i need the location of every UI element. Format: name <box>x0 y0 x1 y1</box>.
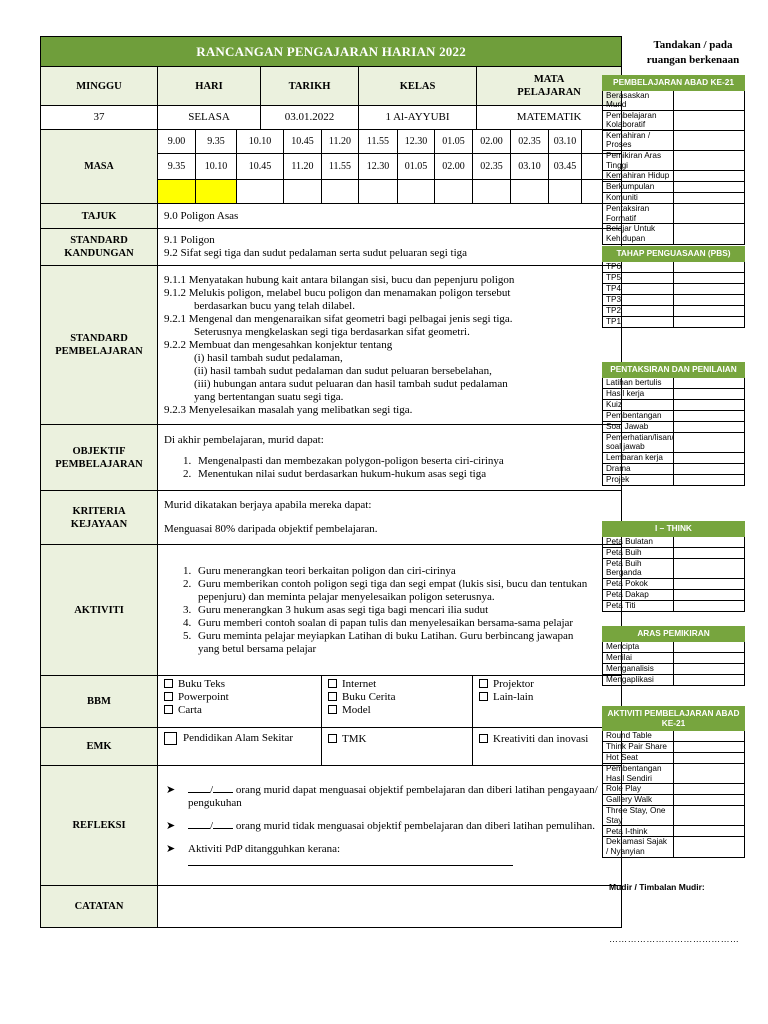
checklist-tick-cell[interactable] <box>674 731 745 742</box>
label-kriteria <box>41 491 158 545</box>
checklist-item: Role Play <box>603 784 674 795</box>
lesson-plan-table <box>40 36 622 928</box>
masa-end: 11.55 <box>322 154 359 180</box>
objektif-content <box>158 425 622 491</box>
checklist-header: PEMBELAJARAN ABAD KE-21 <box>603 76 745 91</box>
checklist-item: Peta Pokok <box>603 578 674 589</box>
masa-end: 01.05 <box>398 154 435 180</box>
checklist-tick-cell[interactable] <box>674 110 745 130</box>
emk-option: Pendidikan Alam Sekitar <box>183 732 293 744</box>
masa-end: 12.30 <box>359 154 398 180</box>
checklist-tick-cell[interactable] <box>674 261 745 272</box>
label-line: KEJAYAAN <box>70 518 128 530</box>
refleksi-item: ➤ / orang murid dapat menguasai objektif pembelajaran dan diberi latihan pengayaan/ pengukuhan <box>166 783 598 809</box>
checklist-tick-cell[interactable] <box>674 151 745 171</box>
masa-slot-highlighted[interactable] <box>196 180 237 204</box>
masa-slot-highlighted[interactable] <box>158 180 196 204</box>
checklist-item: Berkumpulan <box>603 182 674 193</box>
checklist-tick-cell[interactable] <box>674 578 745 589</box>
checklist-pentaksiran <box>602 362 745 486</box>
aktiviti-item: 2. Guru memberikan contoh poligon segi tiga dan segi empat (lukis sisi, bucu dan tentukan pepenjuru) dan meminta pelajar menyelesaikan poligon seterusnya. <box>194 578 595 604</box>
checklist-tick-cell[interactable] <box>674 283 745 294</box>
masa-slot[interactable] <box>473 180 511 204</box>
header-mata-line1: MATA <box>533 74 565 85</box>
checklist-tick-cell[interactable] <box>674 305 745 316</box>
checklist-item: Pemikiran Aras Tinggi <box>603 151 674 171</box>
emk-col3 <box>473 728 622 766</box>
aktiviti-item: 5. Guru meminta pelajar meyiapkan Latihan di buku Latihan. Guru berbincang jawapan yang betul bersama pelajar <box>194 630 595 656</box>
label-aktiviti: AKTIVITI <box>41 545 158 676</box>
masa-slot[interactable] <box>398 180 435 204</box>
checklist-item: Pentaksiran Formatif <box>603 204 674 224</box>
masa-start: 03.10 <box>549 130 582 154</box>
masa-start: 01.05 <box>435 130 473 154</box>
label-line: OBJEKTIF <box>72 445 126 457</box>
checklist-item: Pembentangan <box>603 410 674 421</box>
label-line: PEMBELAJARAN <box>55 346 143 357</box>
kriteria-content <box>158 491 622 545</box>
blank-line[interactable] <box>188 828 210 829</box>
checklist-tick-cell[interactable] <box>674 547 745 558</box>
value-mata-pelajaran: MATEMATIK <box>477 106 622 130</box>
masa-start: 9.00 <box>158 130 196 154</box>
masa-slot[interactable] <box>549 180 582 204</box>
checklist-item: Hasil kerja <box>603 388 674 399</box>
emk-col2 <box>322 728 473 766</box>
checklist-tick-cell[interactable] <box>674 742 745 753</box>
checklist-item: Lembaran kerja <box>603 452 674 463</box>
checklist-tick-cell[interactable] <box>674 837 745 857</box>
sp-line: (ii) hasil tambah sudut pedalaman dan sudut peluaran bersebelahan, <box>194 364 492 377</box>
checklist-item: Pembentangan Hasil Sendiri <box>603 764 674 784</box>
emk-option: TMK <box>342 733 367 745</box>
checklist-item: Komuniti <box>603 193 674 204</box>
checklist-tick-cell[interactable] <box>674 452 745 463</box>
signature-label: Mudir / Timbalan Mudir: <box>609 882 705 892</box>
label-standard-kandungan <box>41 229 158 266</box>
checklist-tick-cell[interactable] <box>674 826 745 837</box>
refleksi-text: orang murid dapat menguasai objektif pembelajaran dan diberi latihan pengayaan/ pengukuhan <box>188 783 598 809</box>
header-mata-pelajaran <box>477 67 622 106</box>
value-tarikh: 03.01.2022 <box>261 106 359 130</box>
value-minggu: 37 <box>41 106 158 130</box>
label-line: PEMBELAJARAN <box>55 458 143 470</box>
checklist-item: Berasaskan Murid <box>603 90 674 110</box>
checklist-tick-cell[interactable] <box>674 421 745 432</box>
checklist-tick-cell[interactable] <box>674 589 745 600</box>
bbm-option: Carta <box>178 704 202 716</box>
masa-start: 11.20 <box>322 130 359 154</box>
checkbox[interactable] <box>479 734 488 743</box>
checklist-tick-cell[interactable] <box>674 130 745 150</box>
label-catatan: CATATAN <box>41 886 158 928</box>
checklist-item: TP3 <box>603 294 674 305</box>
checklist-item: Menilai <box>603 652 674 663</box>
checklist-tick-cell[interactable] <box>674 193 745 204</box>
header-hari: HARI <box>158 67 261 106</box>
masa-end: 11.20 <box>284 154 322 180</box>
label-objektif <box>41 425 158 491</box>
emk-option: Kreativiti dan inovasi <box>493 733 589 745</box>
checklist-tick-cell[interactable] <box>674 432 745 452</box>
sp-line: (i) hasil tambah sudut pedalaman, <box>194 351 343 364</box>
checklist-aras-pemikiran <box>602 626 745 686</box>
checkbox[interactable] <box>328 692 337 701</box>
sp-line: 9.2.1 Mengenal dan mengenaraikan sifat geometri bagi pelbagai jenis segi tiga. <box>164 312 513 325</box>
label-line: STANDARD <box>70 333 128 344</box>
checklist-tick-cell[interactable] <box>674 806 745 826</box>
sp-line: yang bertentangan suatu segi tiga. <box>194 390 344 403</box>
label-bbm: BBM <box>41 676 158 728</box>
masa-slot[interactable] <box>435 180 473 204</box>
checklist-tick-cell[interactable] <box>674 377 745 388</box>
side-instruction-line: Tandakan / pada <box>653 39 733 51</box>
checkbox[interactable] <box>164 692 173 701</box>
emk-col1 <box>158 728 322 766</box>
checklist-tick-cell[interactable] <box>674 641 745 652</box>
refleksi-text: orang murid tidak menguasai objektif pembelajaran dan diberi latihan pemulihan. <box>235 819 596 832</box>
checklist-item: Deklamasi Sajak / Nyanyian <box>603 837 674 857</box>
header-tarikh: TARIKH <box>261 67 359 106</box>
checklist-tick-cell[interactable] <box>674 294 745 305</box>
page-title: RANCANGAN PENGAJARAN HARIAN 2022 <box>41 37 622 67</box>
bbm-col2 <box>322 676 473 728</box>
checkbox[interactable] <box>479 692 488 701</box>
kriteria-intro: Murid dikatakan berjaya apabila mereka dapat: <box>164 499 372 511</box>
checklist-item: Projek <box>603 474 674 485</box>
refleksi-item <box>166 843 615 870</box>
checklist-item: TP2 <box>603 305 674 316</box>
tajuk-value: 9.0 Poligon Asas <box>158 204 622 229</box>
masa-slot[interactable] <box>284 180 322 204</box>
header-minggu: MINGGU <box>41 67 158 106</box>
masa-slot[interactable] <box>359 180 398 204</box>
checklist-tick-cell[interactable] <box>674 182 745 193</box>
checklist-tick-cell[interactable] <box>674 536 745 547</box>
checklist-tick-cell[interactable] <box>674 784 745 795</box>
bbm-option: Buku Cerita <box>342 691 396 703</box>
masa-end: 03.45 <box>549 154 582 180</box>
checklist-item: Gallery Walk <box>603 795 674 806</box>
checklist-tick-cell[interactable] <box>674 795 745 806</box>
masa-end: 10.10 <box>196 154 237 180</box>
checklist-item: Peta Buih Berganda <box>603 558 674 578</box>
checklist-item: Mencipta <box>603 641 674 652</box>
checklist-tick-cell[interactable] <box>674 753 745 764</box>
checklist-item: Peta Dakap <box>603 589 674 600</box>
masa-start: 02.00 <box>473 130 511 154</box>
refleksi-content <box>158 766 622 886</box>
objektif-item: 1. Mengenalpasti dan membezakan polygon-poligon beserta ciri-cirinya <box>194 455 615 468</box>
sp-line: 9.1.1 Menyatakan hubung kait antara bilangan sisi, bucu dan pepenjuru poligon <box>164 273 515 286</box>
checklist-item: TP1 <box>603 316 674 327</box>
label-tajuk: TAJUK <box>41 204 158 229</box>
checklist-tick-cell[interactable] <box>674 204 745 224</box>
masa-end: 02.35 <box>473 154 511 180</box>
aktiviti-item: 4. Guru memberi contoh soalan di papan tulis dan menyelesaikan bersama-sama pelajar <box>194 617 595 630</box>
sk-line: 9.1 Poligon <box>164 234 215 246</box>
checklist-tick-cell[interactable] <box>674 558 745 578</box>
checkbox[interactable] <box>328 705 337 714</box>
checkbox[interactable] <box>164 679 173 688</box>
objektif-intro: Di akhir pembelajaran, murid dapat: <box>164 434 324 446</box>
checklist-tick-cell[interactable] <box>674 663 745 674</box>
aktiviti-item: 1. Guru menerangkan teori berkaitan poligon dan ciri-cirinya <box>194 565 595 578</box>
aktiviti-item: 3. Guru menerangkan 3 hukum asas segi tiga bagi mencari ilia sudut <box>194 604 595 617</box>
bbm-option: Internet <box>342 678 377 690</box>
checklist-item: Soal Jawab <box>603 421 674 432</box>
checklist-tick-cell[interactable] <box>674 272 745 283</box>
checklist-item: TP5 <box>603 272 674 283</box>
checklist-item: Latihan bertulis <box>603 377 674 388</box>
checkbox[interactable] <box>164 705 173 714</box>
checklist-tick-cell[interactable] <box>674 399 745 410</box>
checklist-tick-cell[interactable] <box>674 764 745 784</box>
value-hari: SELASA <box>158 106 261 130</box>
sp-line: 9.2.2 Membuat dan mengesahkan konjektur tentang <box>164 338 393 351</box>
checklist-tick-cell[interactable] <box>674 474 745 485</box>
masa-end: 10.45 <box>237 154 284 180</box>
checklist-item: Menganalisis <box>603 663 674 674</box>
checklist-tick-cell[interactable] <box>674 674 745 685</box>
sk-line: 9.2 Sifat segi tiga dan sudut pedalaman serta sudut peluaran segi tiga <box>164 247 468 259</box>
bbm-option: Projektor <box>493 678 534 690</box>
checklist-tick-cell[interactable] <box>674 388 745 399</box>
checklist-item: Kemahiran Hidup <box>603 171 674 182</box>
checkbox[interactable] <box>479 679 488 688</box>
checklist-item: Pemerhatian/lisan/ soal jawab <box>603 432 674 452</box>
checklist-item: Peta Bulatan <box>603 536 674 547</box>
checklist-item: Belajar Untuk Kehidupan <box>603 224 674 244</box>
checklist-item: Pembelajaran Kolaboratif <box>603 110 674 130</box>
checklist-tick-cell[interactable] <box>674 316 745 327</box>
label-line: KANDUNGAN <box>64 248 134 259</box>
checklist-header: TAHAP PENGUASAAN (PBS) <box>603 247 745 262</box>
checklist-header: PENTAKSIRAN DAN PENILAIAN <box>603 363 745 378</box>
checkbox[interactable] <box>328 679 337 688</box>
checklist-item: Peta I-think <box>603 826 674 837</box>
standard-pembelajaran-content <box>158 266 622 425</box>
header-mata-line2: PELAJARAN <box>517 87 581 98</box>
label-masa: MASA <box>41 130 158 204</box>
checklist-item: Mengaplikasi <box>603 674 674 685</box>
sp-line: 9.1.2 Melukis poligon, melabel bucu poligon dan menamakan poligon tersebut <box>164 286 511 299</box>
blank-line[interactable] <box>213 792 233 793</box>
checklist-tahap-penguasaan <box>602 246 745 328</box>
value-kelas: 1 Al-AYYUBI <box>359 106 477 130</box>
masa-end: 03.10 <box>511 154 549 180</box>
label-line: STANDARD <box>70 235 128 246</box>
checklist-item: Kemahiran / Proses <box>603 130 674 150</box>
header-kelas: KELAS <box>359 67 477 106</box>
checklist-item: Peta Buih <box>603 547 674 558</box>
refleksi-item: ➤ / orang murid tidak menguasai objektif pembelajaran dan diberi latihan pemulihan. <box>166 819 596 832</box>
objektif-item: 2. Menentukan nilai sudut berdasarkan hukum-hukum asas segi tiga <box>194 468 615 481</box>
masa-end: 02.00 <box>435 154 473 180</box>
arrow-bullet-icon: ➤ <box>166 819 176 832</box>
side-instruction-line: ruangan berkenaan <box>646 54 740 66</box>
kriteria-text: Menguasai 80% daripada objektif pembelajaran. <box>164 523 378 535</box>
side-instruction <box>618 38 768 68</box>
arrow-bullet-icon: ➤ <box>166 842 176 855</box>
checklist-pembelajaran-abad <box>602 75 745 245</box>
masa-slot[interactable] <box>237 180 284 204</box>
sp-line: Seterusnya mengkelaskan segi tiga berdasarkan sifat geometri. <box>194 325 470 338</box>
sp-line: (iii) hubungan antara sudut peluaran dan hasil tambah sudut pedalaman <box>194 377 508 390</box>
catatan-content[interactable] <box>158 886 622 928</box>
checklist-item: Three Stay, One Stay <box>603 806 674 826</box>
blank-line[interactable] <box>213 828 233 829</box>
checkbox[interactable] <box>164 732 177 745</box>
checklist-item: Hot Seat <box>603 753 674 764</box>
aktiviti-content <box>158 545 622 676</box>
checklist-item: Round Table <box>603 731 674 742</box>
blank-line[interactable] <box>188 792 210 793</box>
checklist-item: Kuiz <box>603 399 674 410</box>
arrow-bullet-icon: ➤ <box>166 783 176 796</box>
label-emk: EMK <box>41 728 158 766</box>
refleksi-text: Aktiviti PdP ditangguhkan kerana: <box>188 842 341 855</box>
bbm-option: Model <box>342 704 371 716</box>
checklist-header: ARAS PEMIKIRAN <box>603 627 745 642</box>
label-refleksi: REFLEKSI <box>41 766 158 886</box>
checklist-aktiviti-abad <box>602 706 745 858</box>
bbm-col3 <box>473 676 622 728</box>
checklist-tick-cell[interactable] <box>674 600 745 611</box>
checklist-item: TP6 <box>603 261 674 272</box>
sp-line: 9.2.3 Menyelesaikan masalah yang melibatkan segi tiga. <box>164 403 413 416</box>
checklist-tick-cell[interactable] <box>674 90 745 110</box>
bbm-option: Lain-lain <box>493 691 534 703</box>
checklist-tick-cell[interactable] <box>674 410 745 421</box>
masa-slot[interactable] <box>322 180 359 204</box>
checklist-header: AKTIVITI PEMBELAJARAN ABAD KE-21 <box>603 707 745 731</box>
signature-line[interactable]: …………………………………… <box>609 934 740 944</box>
bbm-option: Powerpoint <box>178 691 229 703</box>
bbm-option: Buku Teks <box>178 678 226 690</box>
masa-start: 11.55 <box>359 130 398 154</box>
checklist-item: Drama <box>603 463 674 474</box>
checklist-item: TP4 <box>603 283 674 294</box>
checklist-ithink <box>602 521 745 612</box>
blank-line[interactable] <box>188 856 513 866</box>
checklist-tick-cell[interactable] <box>674 463 745 474</box>
masa-start: 12.30 <box>398 130 435 154</box>
masa-slot[interactable] <box>511 180 549 204</box>
masa-end: 9.35 <box>158 154 196 180</box>
masa-start: 9.35 <box>196 130 237 154</box>
label-line: KRITERIA <box>72 505 126 517</box>
masa-start: 10.10 <box>237 130 284 154</box>
checklist-item: Think Pair Share <box>603 742 674 753</box>
bbm-col1 <box>158 676 322 728</box>
label-standard-pembelajaran <box>41 266 158 425</box>
checklist-header: I – THINK <box>603 522 745 537</box>
checklist-item: Peta Titi <box>603 600 674 611</box>
sp-line: berdasarkan bucu yang telah dilabel. <box>194 299 355 312</box>
checklist-tick-cell[interactable] <box>674 171 745 182</box>
masa-start: 02.35 <box>511 130 549 154</box>
checklist-tick-cell[interactable] <box>674 652 745 663</box>
masa-start: 10.45 <box>284 130 322 154</box>
checkbox[interactable] <box>328 734 337 743</box>
standard-kandungan-content <box>158 229 622 266</box>
checklist-tick-cell[interactable] <box>674 224 745 244</box>
